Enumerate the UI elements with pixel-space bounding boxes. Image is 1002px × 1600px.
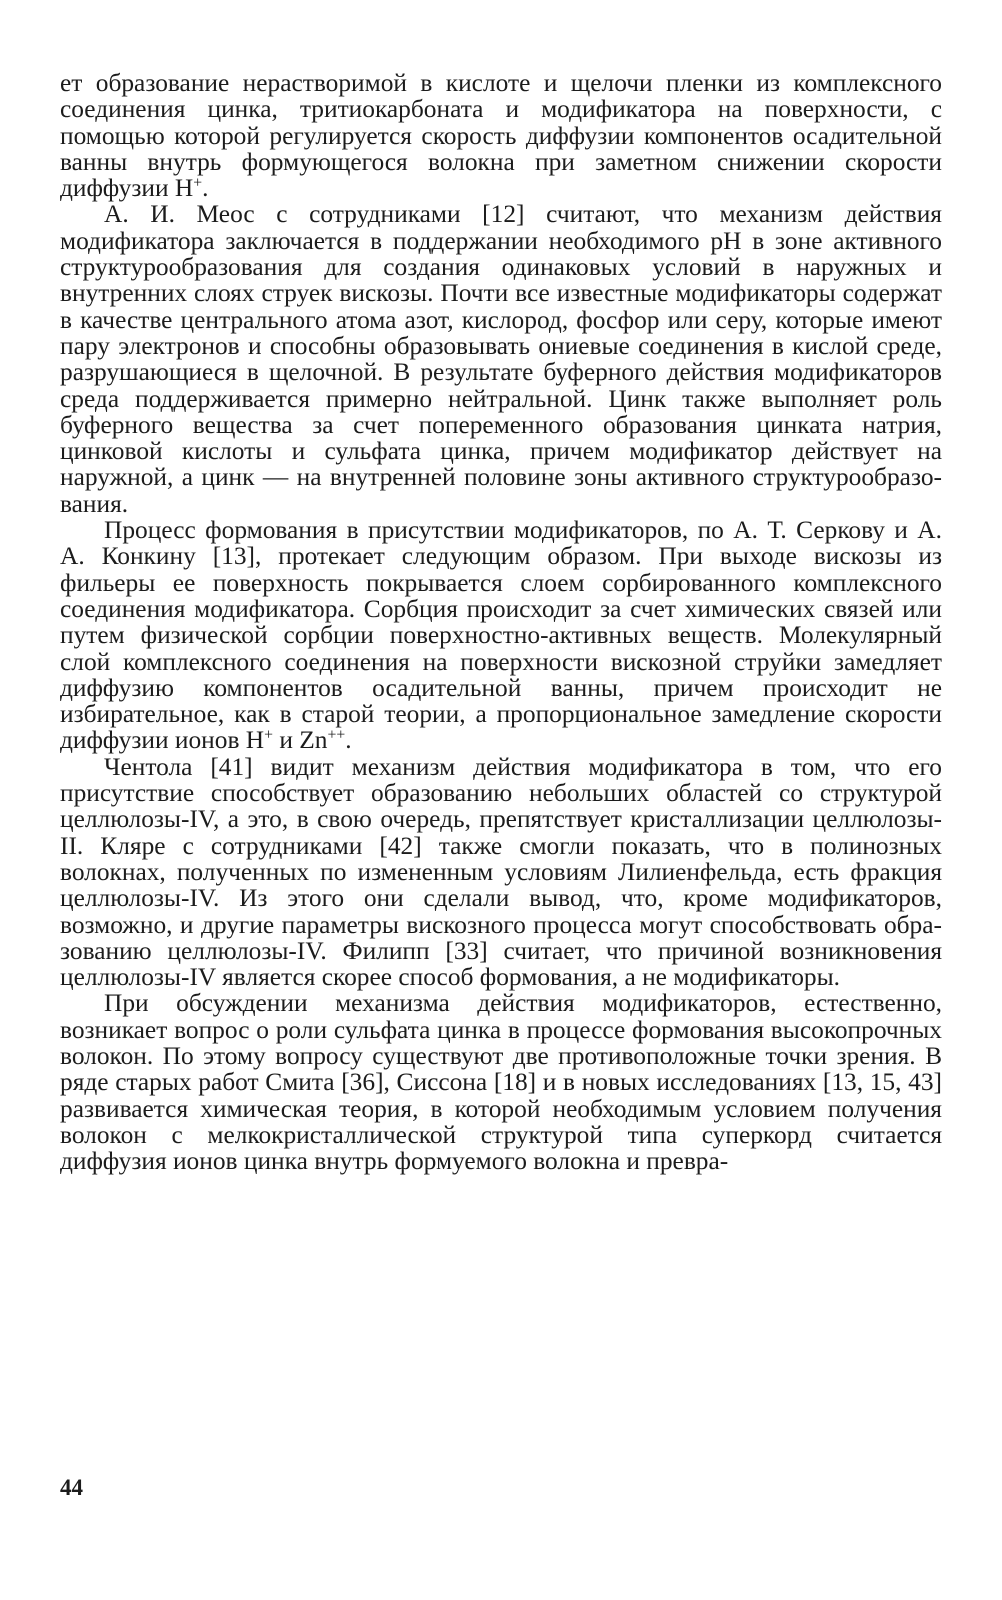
paragraph-text: и Zn <box>273 726 328 755</box>
paragraph <box>60 990 942 1174</box>
paragraph-text: При обсуждении механизма действия модификаторов, естественно, возникает вопрос о роли сульфата цинка в процессе формования высокопрочных волокон. По этому вопросу существуют две противоположные точки зрения. В ряде старых работ Смита [36], Сиссона [18] и в новых исследованиях [13, 15, 43] развивается химическая теория, в которой необходимым условием получения волокон с мелкокристаллической структурой типа суперкорд считается диффузия ионов цинка внутрь формуемого волокна и превра- <box>60 989 942 1176</box>
paragraph-text: А. И. Меос с сотрудниками [12] считают, что механизм действия модификатора заключается в поддержании необходимого pH в зоне активного структурообразования для создания одинаковых условий в наружных и внутренних слоях струек вискозы. Почти все известные модификаторы содержат в качестве центрального атома азот, кислород, фосфор или серу, которые имеют пару электронов и способны образовывать ониевые соединения в кислой среде, разрушающиеся в щелочной. В результате буферного действия модификаторов среда поддерживается примерно нейтральной. Цинк также выполняет роль буферного вещества за счет попеременного образования цинката натрия, цинковой кислоты и сульфата цинка, причем модификатор действует на наружной, а цинк — на внутренней половине зоны активного структурообразования. <box>60 200 942 518</box>
paragraph <box>60 70 942 201</box>
paragraph <box>60 201 942 517</box>
paragraph-text: Чентола [41] видит механизм действия модификатора в том, что его присутствие способствует образованию небольших областей со структурой целлюлозы-IV, а это, в свою очередь, препятствует кристаллизации целлюлозы-II. Кляре с сотрудниками [42] также смогли показать, что в полинозных волокнах, полученных по измененным условиям Лилиенфельда, есть фракция целлюлозы-IV. Из этого они сделали вывод, что, кроме модификаторов, возможно, и другие параметры вискозного процесса могут способствовать образованию целлюлозы-IV. Филипп [33] считает, что причиной возникновения целлюлозы-IV является скорее способ формования, а не модификаторы. <box>60 752 942 992</box>
page-number: 44 <box>60 1475 83 1500</box>
paragraph <box>60 517 942 754</box>
page-body <box>60 70 942 1174</box>
paragraph-text: . <box>202 174 209 203</box>
superscript-text: ++ <box>327 726 346 744</box>
paragraph <box>60 754 942 991</box>
paragraph-text: Процесс формования в присутствии модификаторов, по А. Т. Серкову и А. А. Конкину [13], протекает следующим образом. При выходе вискозы из фильеры ее поверхность покрывается слоем сорбированного комплексного соединения модификатора. Сорбция происходит за счет химических связей или путем физической сорбции поверхностно-активных веществ. Молекулярный слой комплексного соединения на поверхности вискозной струйки замедляет диффузию компонентов осадительной ванны, причем происходит не избирательное, как в старой теории, а пропорциональное замедление скорости диффузии ионов H <box>60 516 942 755</box>
superscript-text: + <box>264 726 273 744</box>
superscript-text: + <box>193 174 203 192</box>
paragraph-text: ет образование нерастворимой в кислоте и щелочи пленки из комплексного соединения цинка, тритиокарбоната и модификатора на поверхности, с помощью которой регулируется скорость диффузии компонентов осадительной ванны внутрь формующегося волокна при заметном снижении скорости диффузии H <box>60 69 942 203</box>
paragraph-text: . <box>345 726 352 755</box>
